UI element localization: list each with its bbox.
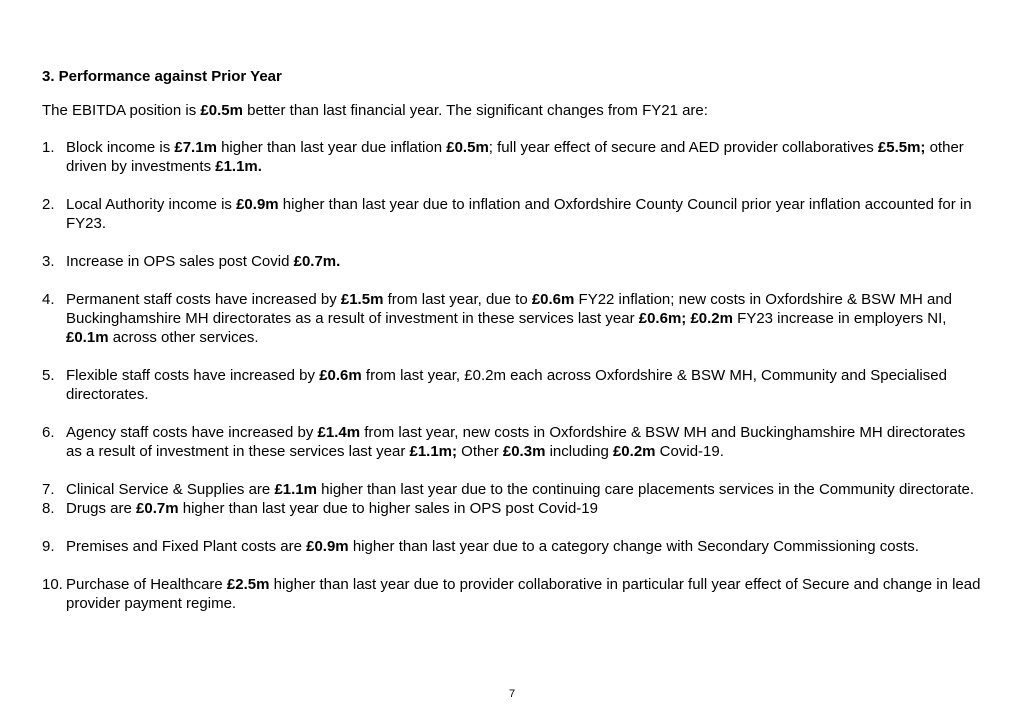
list-item-text	[66, 499, 982, 518]
text-run: Increase in OPS sales post Covid	[66, 253, 294, 270]
text-run: The EBITDA position is	[42, 102, 201, 119]
list-item-text	[66, 423, 982, 461]
text-run: from last year, new costs in Oxfordshire & BSW MH and Buckinghamshire MH directorates as a result of investment in these services last year	[66, 424, 966, 460]
text-run: ; full year effect of secure and AED provider collaboratives	[488, 139, 878, 156]
text-run: Permanent staff costs have increased by	[66, 291, 341, 308]
intro-paragraph	[42, 101, 982, 120]
list-item	[42, 423, 982, 461]
bold-figure: £0.5m	[446, 139, 489, 156]
list-item-number: 9.	[42, 538, 55, 555]
list-item-text	[66, 195, 982, 233]
list-item-number: 5.	[42, 367, 55, 384]
text-run: from last year, due to	[383, 291, 532, 308]
bold-figure: £1.1m.	[215, 158, 262, 175]
list-item-text	[66, 290, 982, 347]
changes-list	[42, 138, 982, 613]
bold-figure: £0.7m.	[293, 253, 341, 270]
list-item-text	[66, 252, 982, 271]
text-run: across other services.	[108, 329, 259, 346]
text-run: higher than last year due to provider collaborative in particular full year effect of Secure and change in lead provider payment regime.	[66, 576, 981, 612]
bold-figure: £7.1m	[174, 139, 217, 156]
text-run: including	[545, 443, 613, 460]
list-item-number: 6.	[42, 424, 55, 441]
list-item	[42, 499, 982, 518]
text-run: Premises and Fixed Plant costs are	[66, 538, 307, 555]
list-item-text	[66, 138, 982, 176]
list-item-number: 10.	[42, 576, 63, 593]
text-run: Covid-19.	[655, 443, 724, 460]
bold-figure: £1.5m	[340, 291, 384, 308]
bold-figure: £0.6m; £0.2m	[638, 310, 733, 327]
document-page	[42, 67, 982, 632]
bold-figure: £0.1m	[66, 329, 109, 346]
text-run: FY23 increase in employers NI,	[732, 310, 947, 327]
list-item-number: 2.	[42, 196, 55, 213]
page-number: 7	[508, 688, 516, 700]
bold-figure: £0.6m	[531, 291, 575, 308]
list-item-number: 7.	[42, 481, 55, 498]
list-item-text	[66, 366, 982, 404]
text-run: Local Authority income is	[66, 196, 237, 213]
list-item-text	[66, 537, 982, 556]
text-run: higher than last year due inflation	[216, 139, 447, 156]
text-run: Flexible staff costs have increased by	[66, 367, 320, 384]
list-item	[42, 138, 982, 176]
bold-figure: £0.9m	[236, 196, 279, 213]
text-run: other driven by investments	[66, 139, 964, 175]
list-item-text	[66, 575, 982, 613]
list-item-number: 1.	[42, 139, 55, 156]
list-item	[42, 480, 982, 499]
text-run: Block income is	[66, 139, 175, 156]
text-run: Clinical Service & Supplies are	[66, 481, 275, 498]
bold-figure: £0.6m	[319, 367, 362, 384]
text-run: Agency staff costs have increased by	[66, 424, 318, 441]
list-item	[42, 366, 982, 404]
text-run: higher than last year due to inflation and Oxfordshire County Council prior year inflation accounted for in FY23.	[66, 196, 972, 232]
text-run: Drugs are	[66, 500, 137, 517]
text-run: from last year, £0.2m each across Oxfordshire & BSW MH, Community and Specialised directorates.	[66, 367, 947, 403]
bold-figure: £0.7m	[136, 500, 179, 517]
text-run: better than last financial year. The significant changes from FY21 are:	[242, 102, 708, 119]
list-item	[42, 575, 982, 613]
list-item-text	[66, 480, 982, 499]
text-run: higher than last year due to higher sales in OPS post Covid-19	[178, 500, 598, 517]
bold-figure: £1.1m	[274, 481, 317, 498]
list-item	[42, 252, 982, 271]
bold-figure: £0.3m	[502, 443, 546, 460]
text-run: higher than last year due to a category change with Secondary Commissioning costs.	[348, 538, 919, 555]
bold-figure: £0.2m	[612, 443, 656, 460]
list-item	[42, 290, 982, 347]
bold-figure: £0.9m	[306, 538, 349, 555]
list-item-number: 8.	[42, 500, 55, 517]
text-run: FY22 inflation; new costs in Oxfordshire & BSW MH and Buckinghamshire MH directorates as a result of investment in these services last year	[66, 291, 953, 327]
bold-figure: £1.4m	[317, 424, 361, 441]
bold-figure: £1.1m;	[409, 443, 458, 460]
list-item-number: 3.	[42, 253, 55, 270]
list-item-number: 4.	[42, 291, 55, 308]
bold-figure: £2.5m	[226, 576, 270, 593]
section-heading: 3. Performance against Prior Year	[42, 68, 282, 85]
bold-figure: £5.5m;	[877, 139, 926, 156]
list-item	[42, 195, 982, 233]
bold-figure: £0.5m	[200, 102, 243, 119]
text-run: Purchase of Healthcare	[66, 576, 227, 593]
list-item	[42, 537, 982, 556]
text-run: higher than last year due to the continuing care placements services in the Community directorate.	[316, 481, 974, 498]
text-run: Other	[457, 443, 503, 460]
